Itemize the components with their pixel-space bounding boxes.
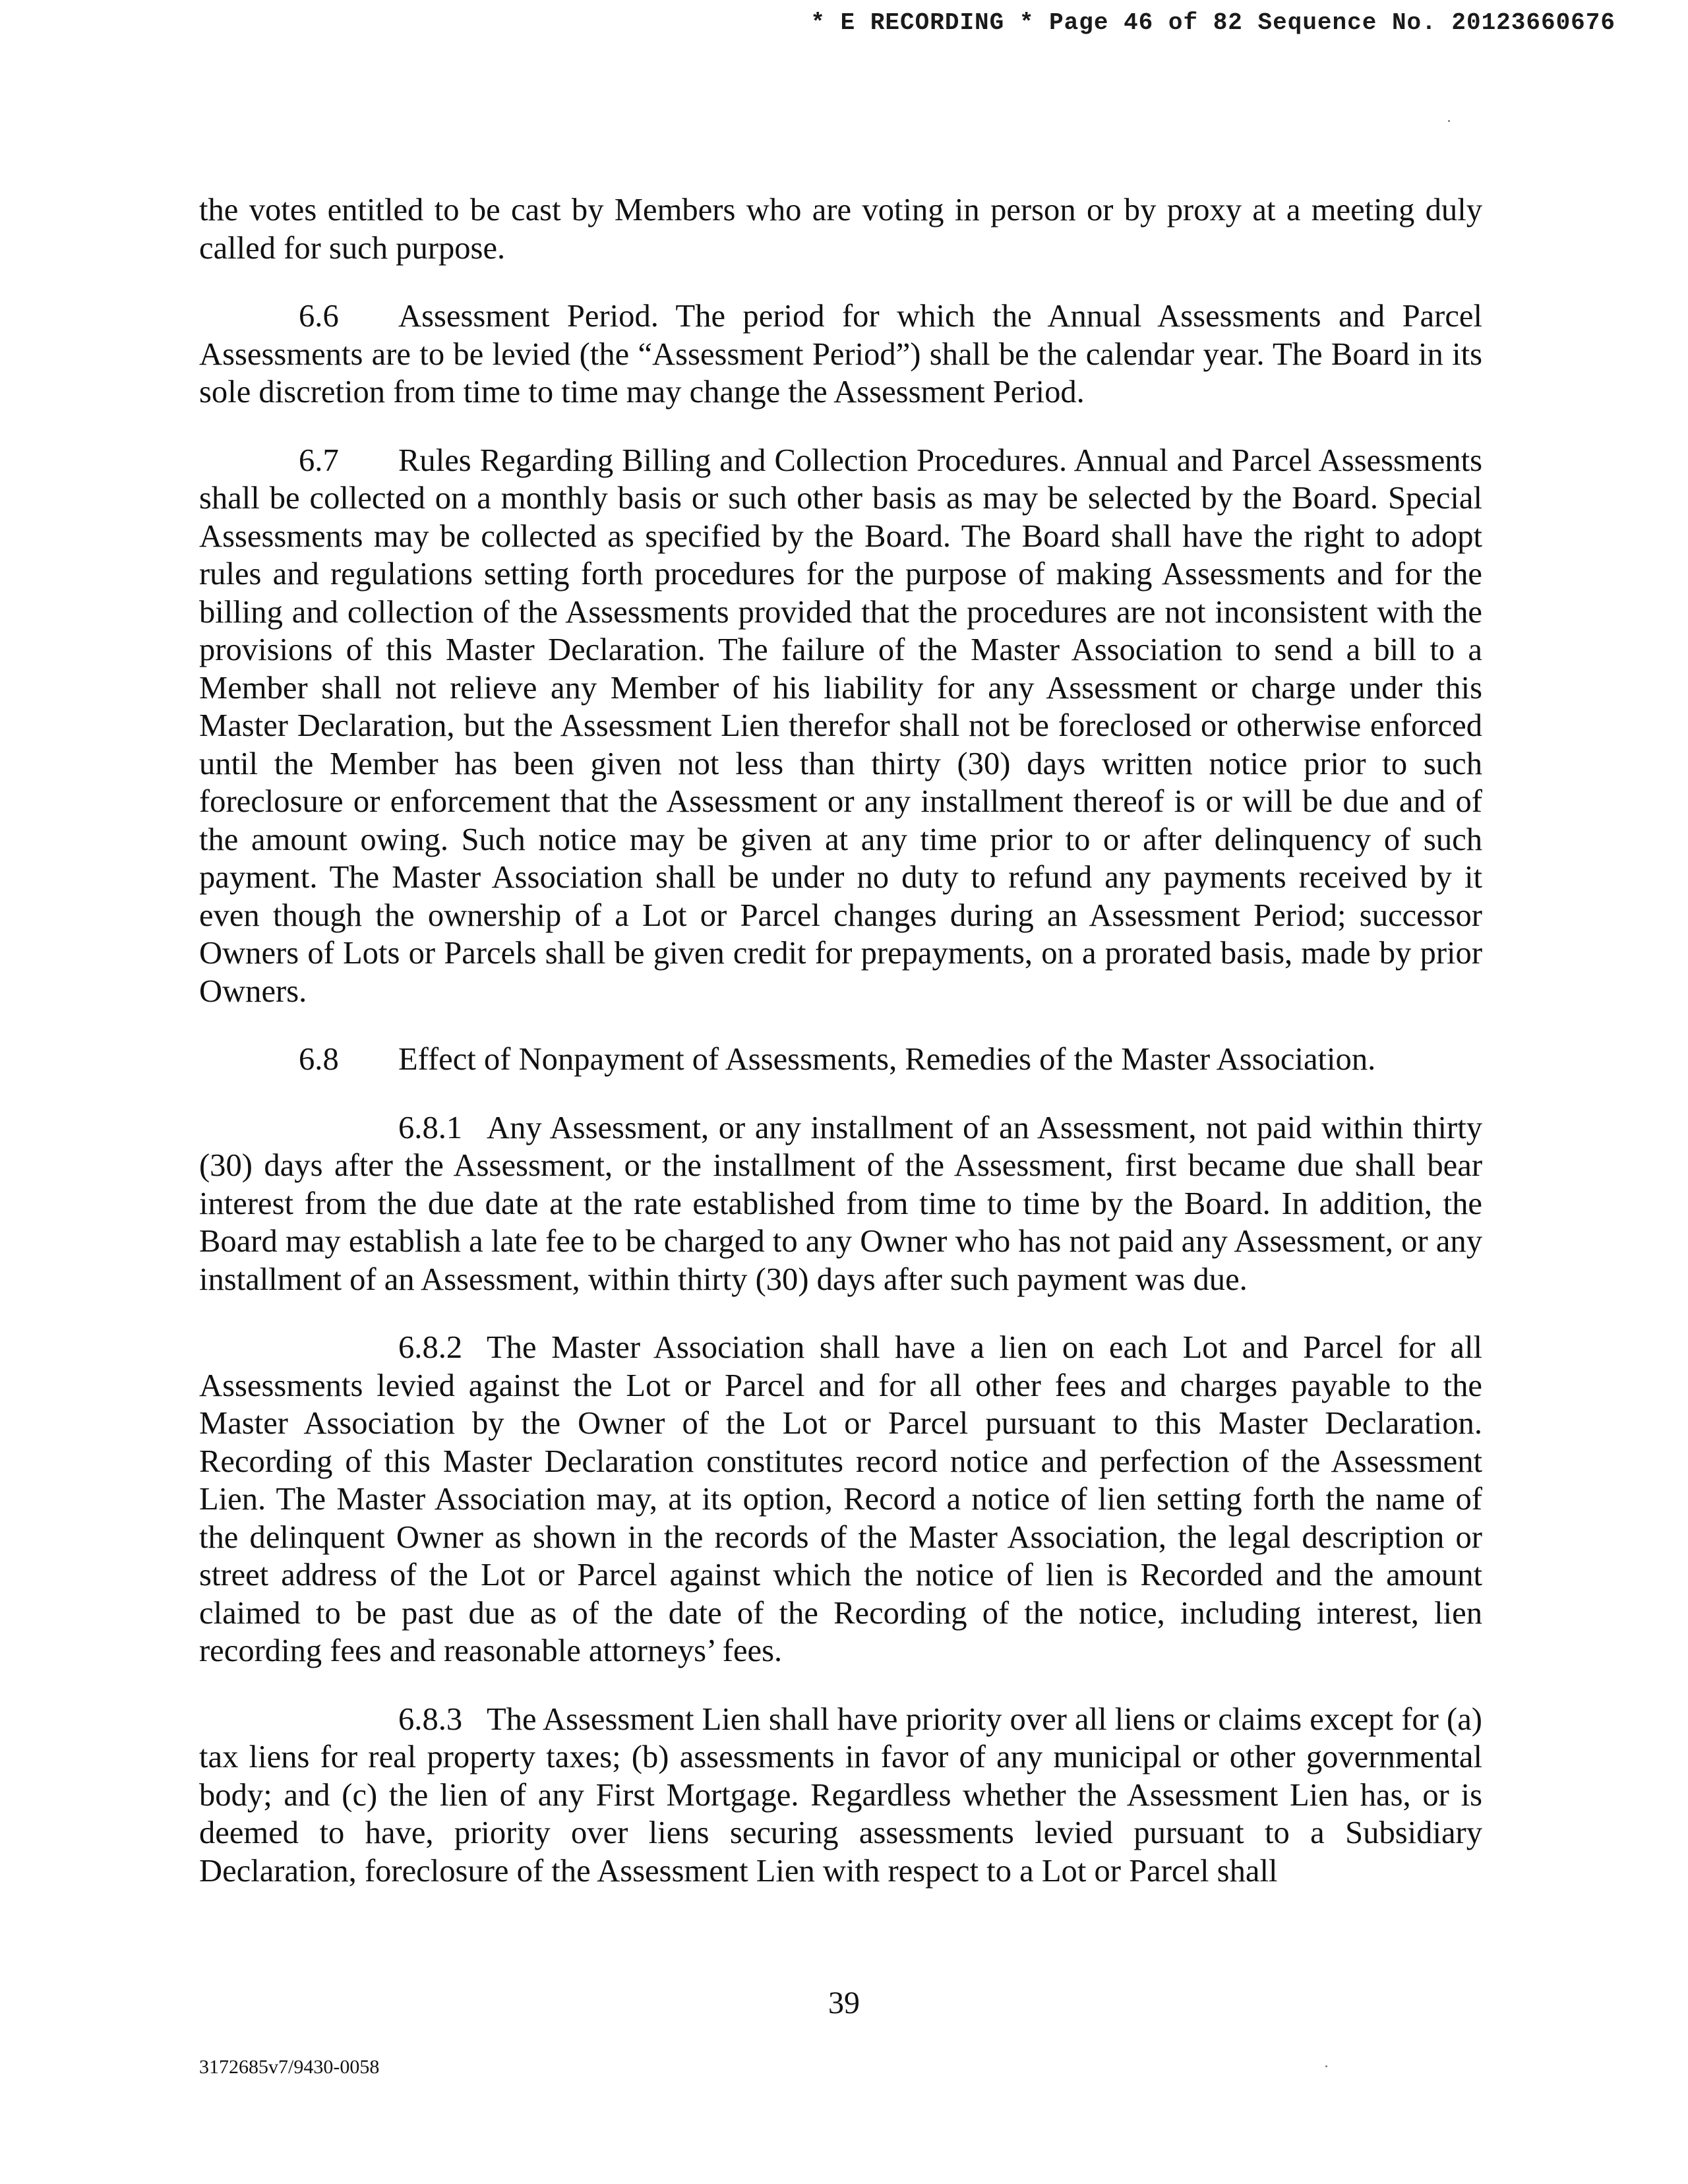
section-6-8-1 <box>199 1109 1482 1299</box>
section-text: The Assessment Lien shall have priority over all liens or claims except for (a) tax liens for real property taxes; (b) assessments in favor of any municipal or other governmental body; and (c) the lien of any First Mortgage. Regardless whether the Assessment Lien has, or is deemed to have, priority over liens securing assessments levied pursuant to a Subsidiary Declaration, foreclosure of the Assessment Lien with respect to a Lot or Parcel shall <box>199 1701 1482 1889</box>
section-6-8 <box>199 1041 1482 1079</box>
scan-speck <box>1325 2065 1327 2067</box>
section-text: Assessment Period. The period for which the Annual Assessments and Parcel Assessments are to be levied (the “Assessment Period”) shall be the calendar year. The Board in its sole discretion from time to time may change the Assessment Period. <box>199 298 1482 410</box>
page-number: 39 <box>828 1986 860 2020</box>
section-number: 6.6 <box>299 298 339 334</box>
section-6-8-3 <box>199 1701 1482 1891</box>
section-number: 6.8.2 <box>398 1329 463 1365</box>
continuation-paragraph: the votes entitled to be cast by Members who are voting in person or by proxy at a meeting duly called for such purpose. <box>199 192 1482 266</box>
section-text: Rules Regarding Billing and Collection Procedures. Annual and Parcel Assessments shall be collected on a monthly basis or such other basis as may be selected by the Board. Special Assessments may be collected as specified by the Board. The Board shall have the right to adopt rules and regulations setting forth procedures for the purpose of making Assessments and for the billing and collection of the Assessments provided that the procedures are not inconsistent with the provisions of this Master Declaration. The failure of the Master Association to send a bill to a Member shall not relieve any Member of his liability for any Assessment or charge under this Master Declaration, but the Assessment Lien therefor shall not be foreclosed or otherwise enforced until the Member has been given not less than thirty (30) days written notice prior to such foreclosure or enforcement that the Assessment or any installment thereof is or will be due and of the amount owing. Such notice may be given at any time prior to or after delinquency of such payment. The Master Association shall be under no duty to refund any payments received by it even though the ownership of a Lot or Parcel changes during an Assessment Period; successor Owners of Lots or Parcels shall be given credit for prepayments, on a prorated basis, made by prior Owners. <box>199 442 1482 1009</box>
document-id: 3172685v7/9430-0058 <box>199 2056 380 2078</box>
section-text: Any Assessment, or any installment of an Assessment, not paid within thirty (30) days after the Assessment, or the installment of the Assessment, first became due shall bear interest from the due date at the rate established from time to time by the Board. In addition, the Board may establish a late fee to be charged to any Owner who has not paid any Assessment, or any installment of an Assessment, within thirty (30) days after such payment was due. <box>199 1109 1482 1297</box>
section-6-6 <box>199 297 1482 411</box>
scan-speck <box>1448 120 1450 122</box>
section-6-8-2 <box>199 1329 1482 1670</box>
section-number: 6.7 <box>299 442 339 478</box>
section-text: The Master Association shall have a lien on each Lot and Parcel for all Assessments levied against the Lot or Parcel and for all other fees and charges payable to the Master Association by the Owner of the Lot or Parcel pursuant to this Master Declaration. Recording of this Master Declaration constitutes record notice and perfection of the Assessment Lien. The Master Association may, at its option, Record a notice of lien setting forth the name of the delinquent Owner as shown in the records of the Master Association, the legal description or street address of the Lot or Parcel against which the notice of lien is Recorded and the amount claimed to be past due as of the date of the Recording of the notice, including interest, lien recording fees and reasonable attorneys’ fees. <box>199 1329 1482 1668</box>
section-number: 6.8.3 <box>398 1701 463 1737</box>
section-6-7 <box>199 442 1482 1011</box>
document-body <box>199 191 1482 1920</box>
section-number: 6.8 <box>299 1041 339 1077</box>
section-text: Effect of Nonpayment of Assessments, Remedies of the Master Association. <box>398 1041 1376 1077</box>
section-number: 6.8.1 <box>398 1109 463 1145</box>
recording-header: * E RECORDING * Page 46 of 82 Sequence No. 20123660676 <box>810 9 1615 36</box>
